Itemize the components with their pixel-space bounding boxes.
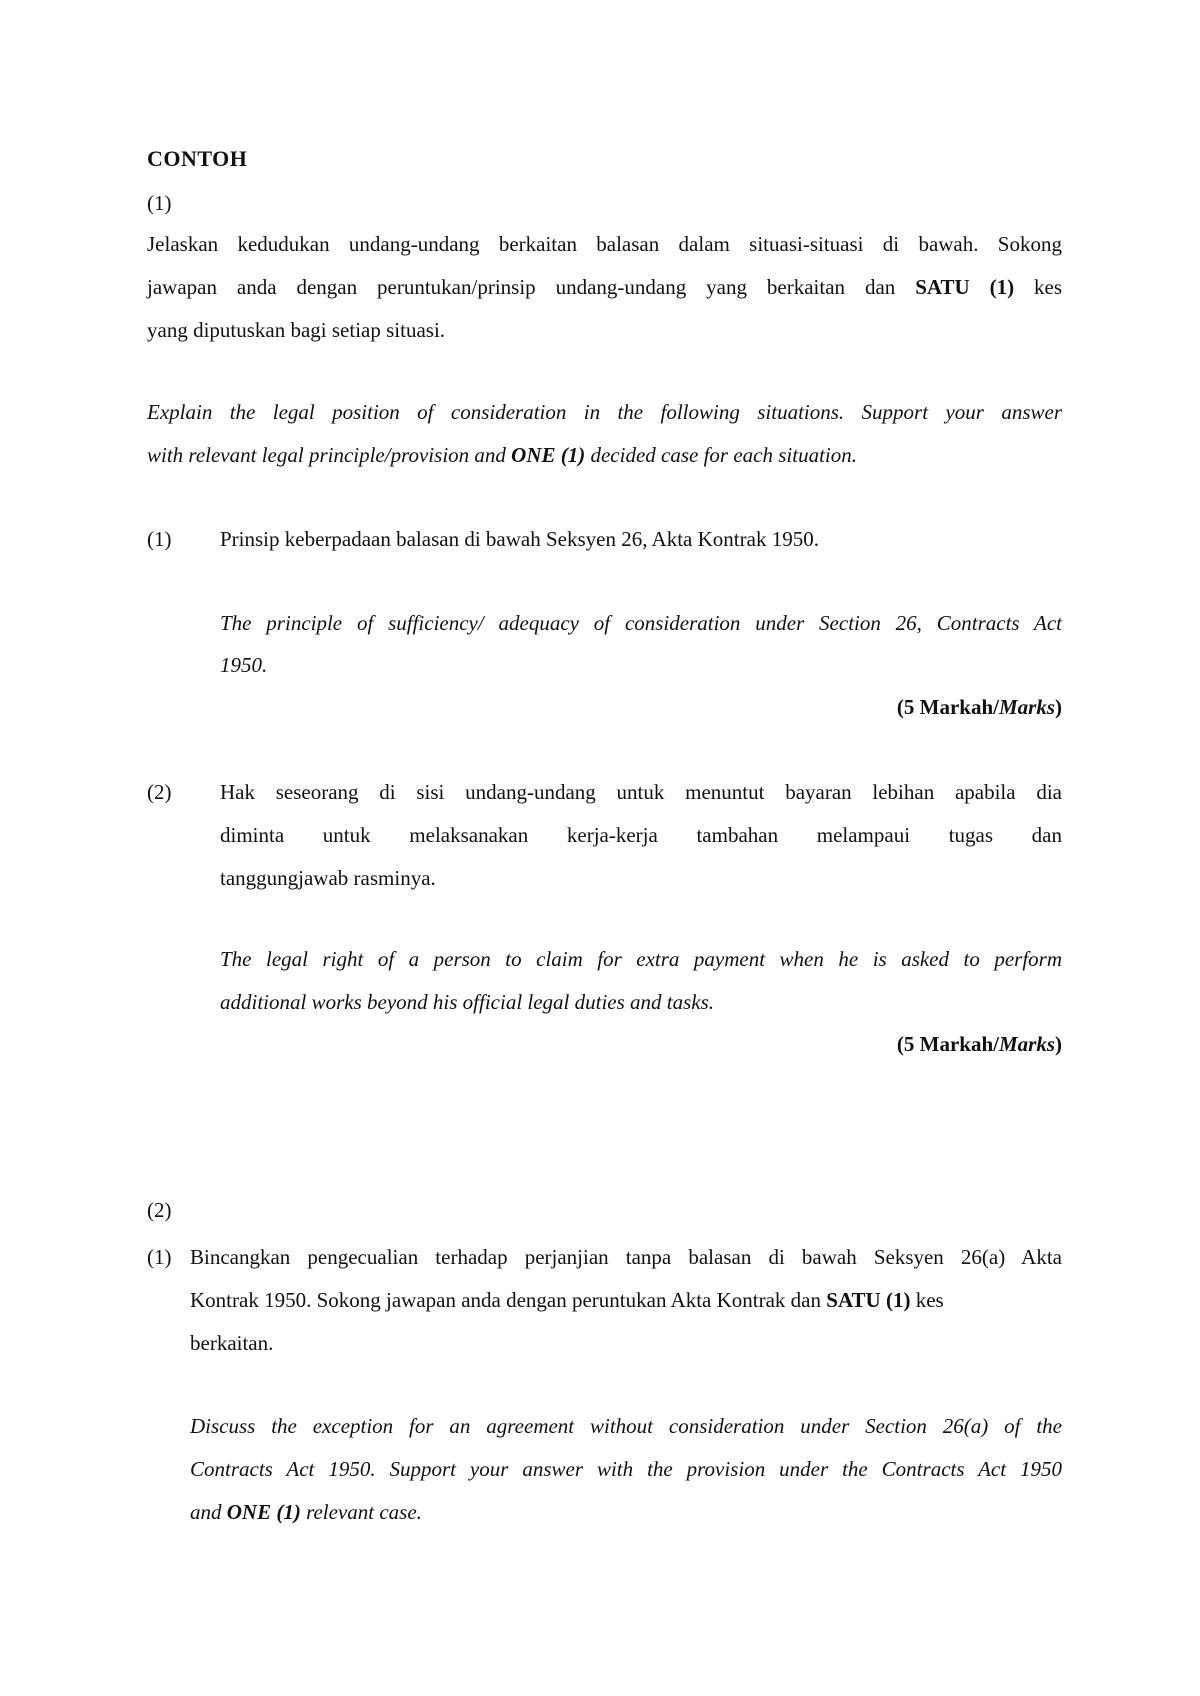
item-2-marks: (5 Markah/Marks) xyxy=(896,1032,1062,1056)
item-1-number: (1) xyxy=(147,527,172,551)
item-2-english-line-2: additional works beyond his official legal duties and tasks. xyxy=(220,990,715,1014)
section-2-malay-line-1: Bincangkan pengecualian terhadap perjanjian tanpa balasan di bawah Seksyen 26(a) Akta xyxy=(190,1245,1062,1269)
document-heading: CONTOH xyxy=(147,146,248,171)
item-1-marks: (5 Markah/Marks) xyxy=(896,695,1062,719)
item-2-english-line-1: The legal right of a person to claim for extra payment when he is asked to perform xyxy=(220,947,1062,971)
item-2-malay-line-1: Hak seseorang di sisi undang-undang untuk menuntut bayaran lebihan apabila dia xyxy=(220,780,1062,804)
item-2-number: (2) xyxy=(147,780,172,804)
english-intro-line-1: Explain the legal position of consideration in the following situations. Support your answer xyxy=(147,400,1062,424)
malay-intro-line-1: Jelaskan kedudukan undang-undang berkaitan balasan dalam situasi-situasi di bawah. Sokong xyxy=(147,232,1062,256)
english-intro-line-2: with relevant legal principle/provision and ONE (1) decided case for each situation. xyxy=(147,443,858,467)
section-2-english-line-3: and ONE (1) relevant case. xyxy=(190,1500,422,1524)
section-2-item-number: (1) xyxy=(147,1245,172,1269)
section-2-malay-line-2: Kontrak 1950. Sokong jawapan anda dengan peruntukan Akta Kontrak dan SATU (1) kes xyxy=(190,1288,944,1312)
item-2-malay-line-2: diminta untuk melaksanakan kerja-kerja tambahan melampaui tugas dan xyxy=(220,823,1062,847)
section-2-number: (2) xyxy=(147,1198,172,1222)
item-1-english-line-1: The principle of sufficiency/ adequacy of consideration under Section 26, Contracts Act xyxy=(220,611,1062,635)
section-1-number: (1) xyxy=(147,191,172,215)
item-2-malay-line-3: tanggungjawab rasminya. xyxy=(220,866,436,890)
section-2-english-line-2: Contracts Act 1950. Support your answer with the provision under the Contracts Act 1950 xyxy=(190,1457,1062,1481)
item-1-english-line-2: 1950. xyxy=(220,653,268,677)
malay-intro-line-2: jawapan anda dengan peruntukan/prinsip undang-undang yang berkaitan dan SATU (1) kes xyxy=(147,275,1063,299)
item-1-malay: Prinsip keberpadaan balasan di bawah Seksyen 26, Akta Kontrak 1950. xyxy=(220,527,819,551)
malay-intro-line-3: yang diputuskan bagi setiap situasi. xyxy=(147,318,446,342)
section-2-english-line-1: Discuss the exception for an agreement without consideration under Section 26(a) of the xyxy=(190,1414,1062,1438)
section-2-malay-line-3: berkaitan. xyxy=(190,1331,274,1355)
